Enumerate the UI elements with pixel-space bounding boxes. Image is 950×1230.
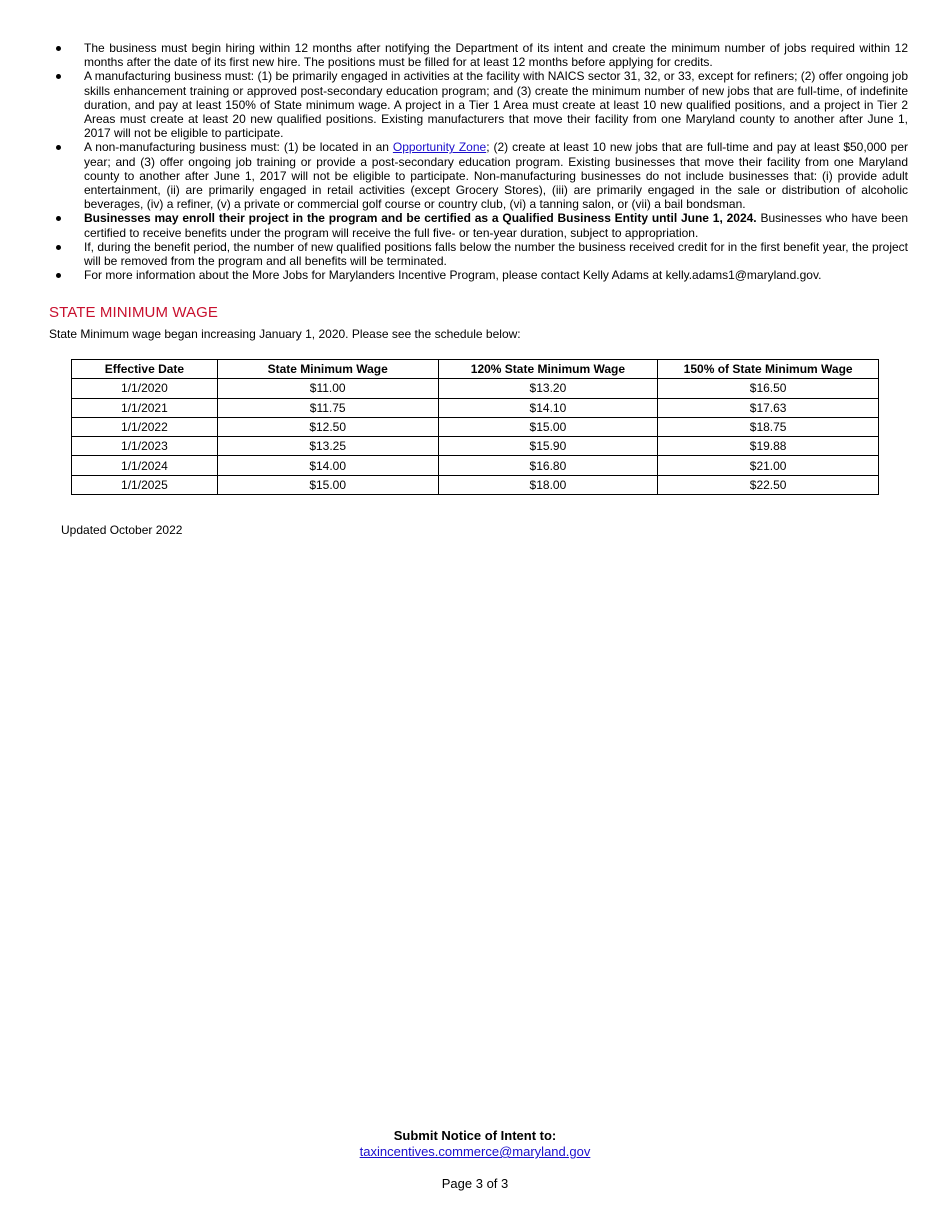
table-cell: 1/1/2023 bbox=[72, 437, 218, 456]
bullet-icon bbox=[56, 46, 61, 51]
submit-notice-label: Submit Notice of Intent to: bbox=[393, 1128, 557, 1143]
minimum-wage-table bbox=[71, 359, 879, 495]
list-item-text: The business must begin hiring within 12 months after notifying the Department of its intent and create the minimum number of jobs required within 12 months after the date of its first new hire. The positions must be filled for at least 12 months before applying for credits. bbox=[84, 41, 908, 70]
updated-date: Updated October 2022 bbox=[61, 523, 183, 537]
column-header: 120% State Minimum Wage bbox=[438, 360, 658, 379]
list-item-text-before: A non-manufacturing business must: (1) be located in an bbox=[84, 140, 393, 155]
list-item-text-after: ; (2) create at least 10 new jobs that are full-time and pay at least $50,000 per year; and (3) offer ongoing job training or provide a post-secondary education program. Existing businesses that move their facility from one Maryland county to another after June 1, 2017 will not be eligible to participate. Non-manufacturing businesses do not include businesses that: (i) provide adult entertainment, (ii) are primarily engaged in retail activities (except Grocery Stores), (iii) are primarily engaged in the sale or distribution of alcoholic beverages, (iv) a refiner, (v) a private or commercial golf course or country club, (vi) a tanning salon, or (vii) a bail bondsman. bbox=[84, 140, 908, 212]
table-row bbox=[72, 437, 879, 456]
table-cell: $11.00 bbox=[217, 379, 438, 398]
list-item bbox=[48, 69, 908, 140]
table-cell: $18.75 bbox=[658, 417, 879, 436]
bullet-icon bbox=[56, 216, 61, 221]
bullet-icon bbox=[56, 245, 61, 250]
list-item-text: If, during the benefit period, the number of new qualified positions falls below the number the business received credit for in the first benefit year, the project will be removed from the program and all benefits will be terminated. bbox=[84, 239, 908, 269]
column-header: Effective Date bbox=[72, 360, 218, 379]
table-cell: $17.63 bbox=[658, 398, 879, 417]
enrollment-deadline-text: Businesses may enroll their project in the program and be certified as a Qualified Business Entity until June 1, 2024. bbox=[84, 211, 757, 226]
list-item bbox=[48, 211, 908, 239]
list-item bbox=[48, 268, 908, 282]
table-row bbox=[72, 417, 879, 436]
table-cell: 1/1/2020 bbox=[72, 379, 218, 398]
list-item-text-after: Businesses who have been certified to receive benefits under the program will receive the full five- or ten-year duration, subject to appropriation. bbox=[84, 211, 908, 240]
table-row bbox=[72, 398, 879, 417]
column-header: 150% of State Minimum Wage bbox=[658, 360, 879, 379]
list-item-text: A manufacturing business must: (1) be primarily engaged in activities at the facility with NAICS sector 31, 32, or 33, except for refiners; (2) offer ongoing job skills enhancement training or approved post-secondary education program; and (3) create the minimum number of new jobs that are full-time, of indefinite duration, and pay at least 150% of State minimum wage. A project in a Tier 1 Area must create at least 10 new qualified positions, and a project in Tier 2 Areas must create at least 20 new qualified positions. Existing manufacturers that move their facility from one Maryland county to another after June 1, 2017 will not be eligible to participate. bbox=[84, 69, 908, 141]
table-cell: 1/1/2022 bbox=[72, 417, 218, 436]
column-header: State Minimum Wage bbox=[217, 360, 438, 379]
list-item bbox=[48, 41, 908, 69]
table-cell: $12.50 bbox=[217, 417, 438, 436]
table-cell: 1/1/2021 bbox=[72, 398, 218, 417]
bullet-icon bbox=[56, 74, 61, 79]
section-heading: STATE MINIMUM WAGE bbox=[49, 304, 219, 321]
list-item bbox=[48, 240, 908, 268]
table-cell: $15.00 bbox=[217, 475, 438, 494]
submit-email-row bbox=[0, 1144, 950, 1159]
table-cell: $14.00 bbox=[217, 456, 438, 475]
table-cell: $16.50 bbox=[658, 379, 879, 398]
list-item bbox=[48, 140, 908, 211]
table-cell: $15.00 bbox=[438, 417, 658, 436]
table-cell: $18.00 bbox=[438, 475, 658, 494]
requirements-list bbox=[48, 41, 908, 282]
table-cell: $22.50 bbox=[658, 475, 879, 494]
table-cell: $15.90 bbox=[438, 437, 658, 456]
table-cell: $16.80 bbox=[438, 456, 658, 475]
table-cell: $19.88 bbox=[658, 437, 879, 456]
table-cell: 1/1/2025 bbox=[72, 475, 218, 494]
list-item-text: For more information about the More Jobs for Marylanders Incentive Program, please contact Kelly Adams at kelly.adams1@maryland.gov. bbox=[84, 268, 822, 283]
table-header-row bbox=[72, 360, 879, 379]
opportunity-zone-link[interactable]: Opportunity Zone bbox=[392, 140, 487, 155]
table-row bbox=[72, 475, 879, 494]
table-cell: $11.75 bbox=[217, 398, 438, 417]
table-cell: $13.25 bbox=[217, 437, 438, 456]
table-row bbox=[72, 456, 879, 475]
submit-email-link[interactable]: taxincentives.commerce@maryland.gov bbox=[359, 1144, 591, 1159]
page-number: Page 3 of 3 bbox=[441, 1176, 509, 1191]
section-intro: State Minimum wage began increasing January 1, 2020. Please see the schedule below: bbox=[49, 327, 521, 341]
table-cell: 1/1/2024 bbox=[72, 456, 218, 475]
table-cell: $14.10 bbox=[438, 398, 658, 417]
bullet-icon bbox=[56, 273, 61, 278]
bullet-icon bbox=[56, 145, 61, 150]
table-cell: $21.00 bbox=[658, 456, 879, 475]
table-cell: $13.20 bbox=[438, 379, 658, 398]
table-row bbox=[72, 379, 879, 398]
